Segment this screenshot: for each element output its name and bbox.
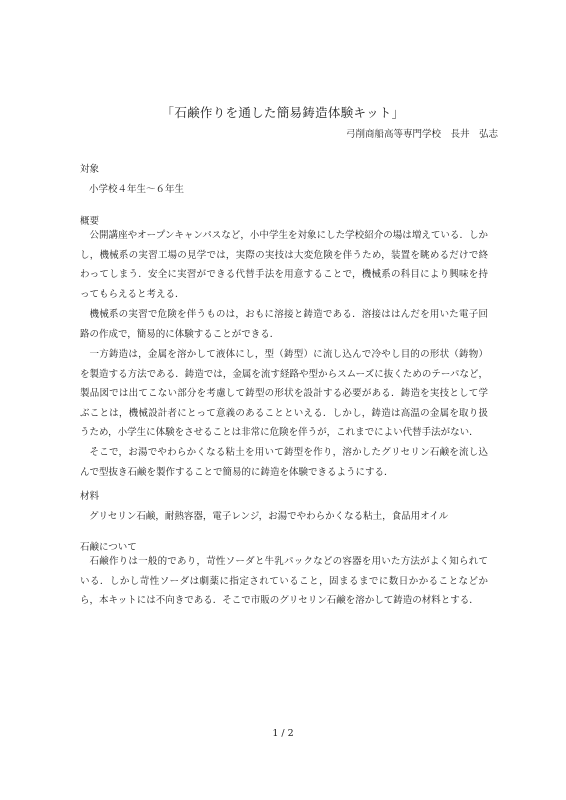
- document-title: 「石鹸作りを通した簡易鋳造体験キット」: [161, 105, 405, 120]
- page-number: 1 / 2: [272, 728, 294, 739]
- section-heading-materials: 材料: [80, 491, 100, 502]
- overview-paragraph: 一方鋳造は，金属を溶かして液体にし，型（鋳型）に流し込んで冷やし目的の形状（鋳物）を製造する方法である．鋳造では，金属を流す経路や型からスムーズに抜くためのテーパなど，製品図では出てこない部分を考慮して鋳型の形状を設計する必要がある．鋳造を実技として学ぶことは，機械設計者にとって意義のあることといえる．しかし，鋳造は高温の金属を取り扱うため，小学生に体験をさせることは非常に危険を伴うが，これまでによい代替手法がない．: [80, 349, 488, 439]
- soap-paragraph: 石鹸作りは一般的であり，苛性ソーダと牛乳パックなどの容器を用いた方法がよく知られている．しかし苛性ソーダは劇薬に指定されていること，固まるまでに数日かかることなどから，本キットには不向きである．そこで市販のグリセリン石鹸を溶かして鋳造の材料とする．: [80, 556, 488, 607]
- materials-text: グリセリン石鹸，耐熱容器，電子レンジ，お湯でやわらかくなる粘土，食品用オイル: [89, 511, 449, 522]
- overview-paragraph: 機械系の実習で危険を伴うものは，おもに溶接と鋳造である．溶接ははんだを用いた電子回路の作成で，簡易的に体験することができる．: [80, 309, 488, 340]
- overview-paragraph: そこで，お湯でやわらかくなる粘土を用いて鋳型を作り，溶かしたグリセリン石鹸を流し込んで型抜き石鹸を製作することで簡易的に鋳造を体験できるようにする．: [80, 447, 488, 478]
- section-heading-overview: 概要: [80, 216, 100, 227]
- section-heading-target: 対象: [80, 164, 100, 175]
- section-heading-soap: 石鹸について: [80, 542, 137, 553]
- author-line: 弓削商船高等専門学校 長井 弘志: [345, 129, 498, 140]
- overview-paragraph: 公開講座やオープンキャンパスなど，小中学生を対象にした学校紹介の場は増えている．しかし，機械系の実習工場の見学では，実際の実技は大変危険を伴うため，装置を眺めるだけで終わってしまう．安全に実習ができる代替手法を用意することで，機械系の科目により興味を持ってもらえると考える．: [80, 230, 488, 300]
- target-text: 小学校４年生〜６年生: [89, 184, 185, 195]
